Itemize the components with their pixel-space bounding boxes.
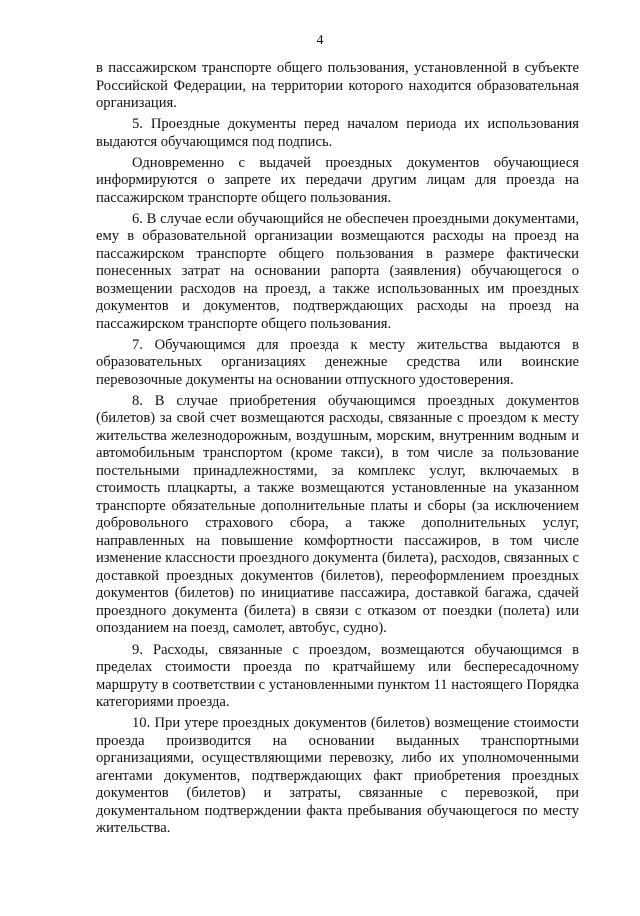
paragraph-item-7: 7. Обучающимся для проезда к месту жительства выдаются в образовательных организациях денежные средства или воинские перевозочные документы на основании отпускного удостоверения. <box>96 336 579 388</box>
paragraph-item-10: 10. При утере проездных документов (билетов) возмещение стоимости проезда производится на основании выданных транспортными организациями, осуществляющими перевозку, либо их уполномоченными агентами документов, подтверждающих факт приобретения проездных документов (билетов) и затраты, связанные с перевозкой, при документальном подтверждении факта пребывания обучающегося по месту жительства. <box>96 715 579 837</box>
paragraph-item-8: 8. В случае приобретения обучающимся проездных документов (билетов) за свой счет возмещаются расходы, связанные с проездом к месту жительства железнодорожным, воздушным, морским, внутренним водным и автомобильным транспортом (кроме такси), в том числе за пользование постельными принадлежностями, за комплекс услуг, включаемых в стоимость плацкарты, а также возмещаются установленные на указанном транспорте обязательные дополнительные платы и сборы (за исключением добровольного страхового сбора, а также дополнительных услуг, направленных на повышение комфортности пассажиров, в том числе изменение классности проездного документа (билета), расходов, связанных с доставкой проездных документов (билетов), переоформлением проездных документов (билетов) по инициативе пассажира, доставкой багажа, сдачей проездного документа (билета) в связи с отказом от поездки (полета) или опозданием на поезд, самолет, автобус, судно). <box>96 392 579 637</box>
page-number: 4 <box>316 33 324 48</box>
paragraph-item-5: 5. Проездные документы перед началом периода их использования выдаются обучающимся под подпись. <box>96 116 579 150</box>
paragraph-item-5-note: Одновременно с выдачей проездных документов обучающиеся информируются о запрете их передачи другим лицам для проезда на пассажирском транспорте общего пользования. <box>96 154 579 206</box>
document-body <box>96 60 579 841</box>
paragraph-item-9: 9. Расходы, связанные с проездом, возмещаются обучающимся в пределах стоимости проезда по кратчайшему или беспересадочному маршруту в соответствии с установленными пунктом 11 настоящего Порядка категориями проезда. <box>96 641 579 711</box>
paragraph-continued: в пассажирском транспорте общего пользования, установленной в субъекте Российской Федерации, на территории которого находится образовательная организация. <box>96 60 579 111</box>
paragraph-item-6: 6. В случае если обучающийся не обеспечен проездными документами, ему в образовательной организации возмещаются расходы на проезд на пассажирском транспорте общего пользования в размере фактически понесенных затрат на основании рапорта (заявления) обучающегося о возмещении расходов на проезд, а также использованных им проездных документов и документов, подтверждающих расходы на проезд на пассажирском транспорте общего пользования. <box>96 210 579 332</box>
